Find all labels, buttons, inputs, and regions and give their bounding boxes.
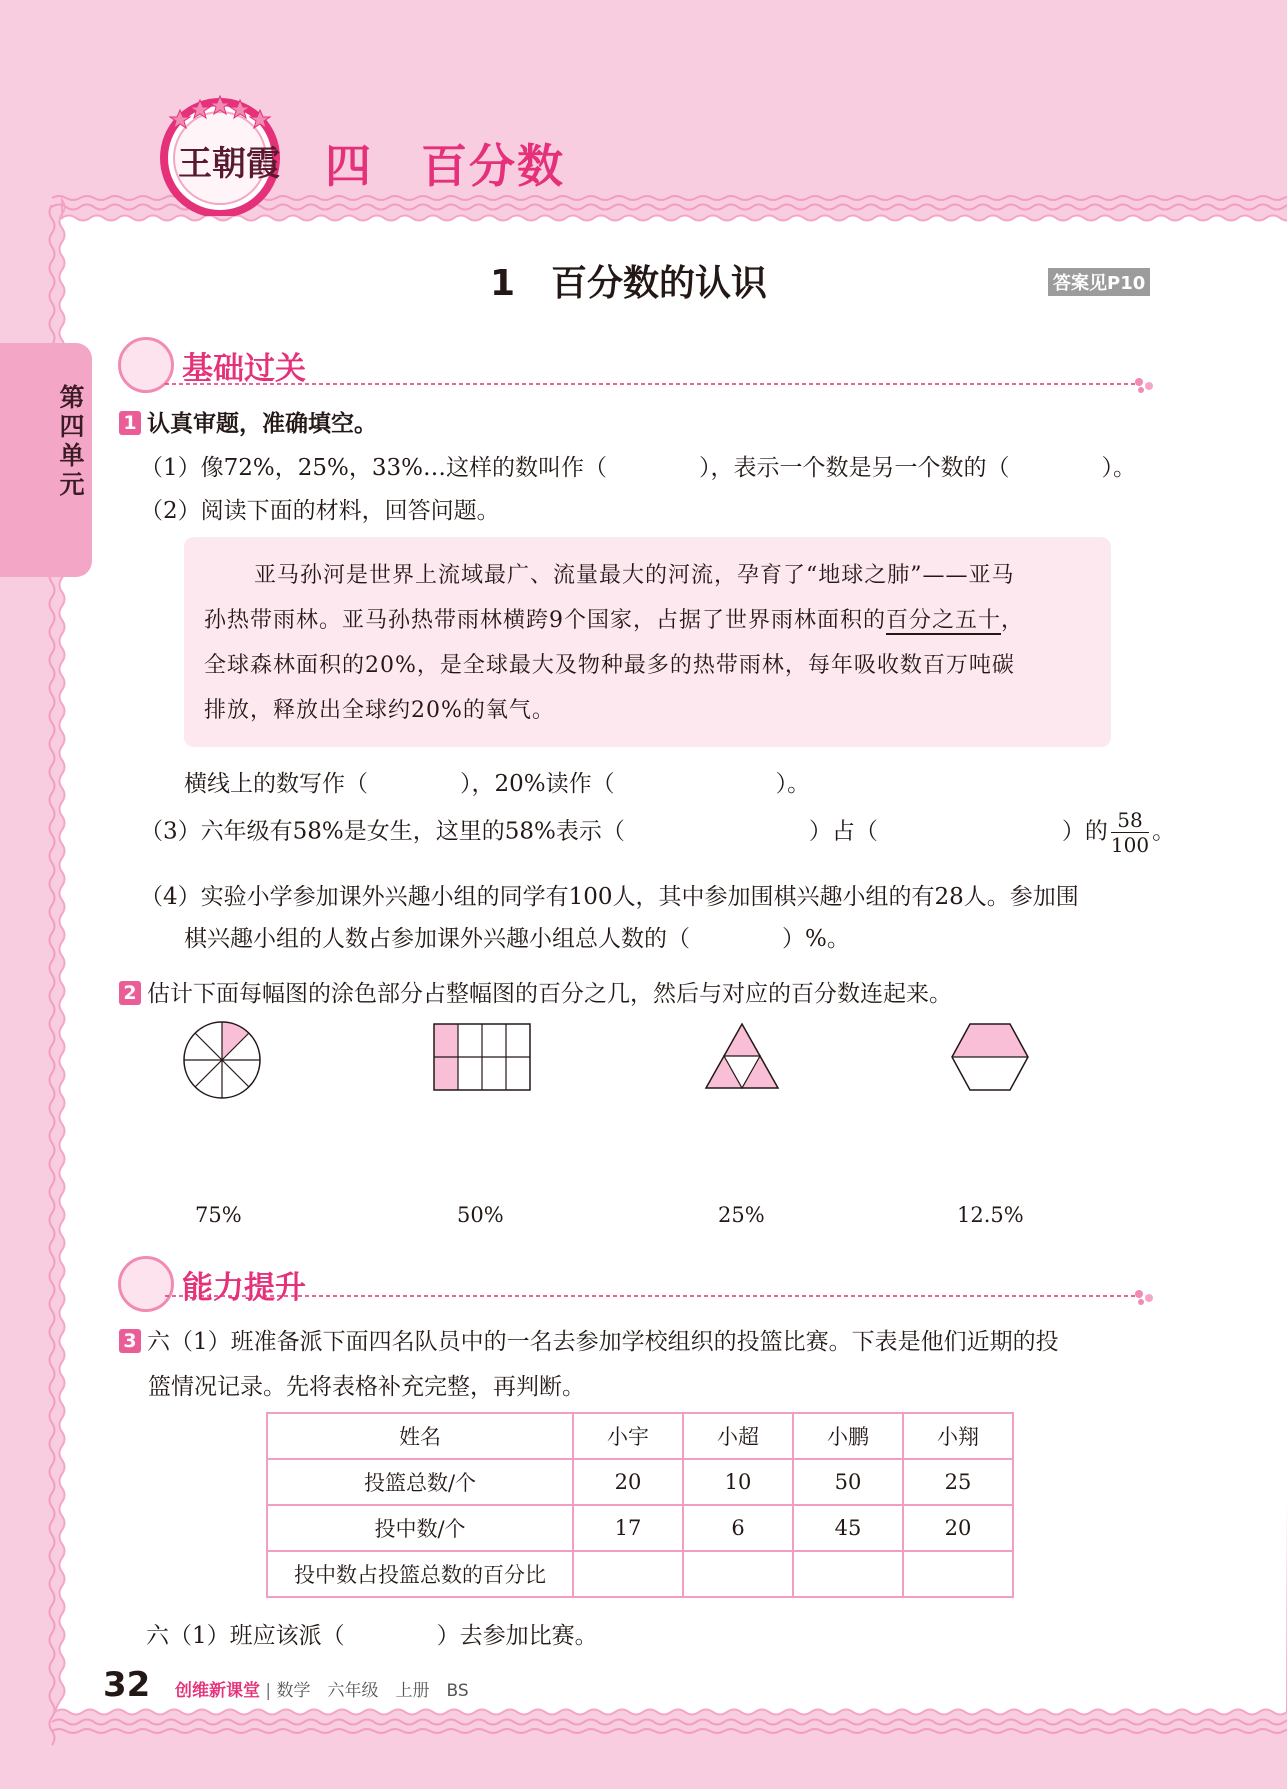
table-cell-blank: [573, 1551, 683, 1597]
figure-triangle: [702, 1020, 782, 1092]
table-header-row: [267, 1413, 1013, 1459]
q1-prompt-text: 认真审题，准确填空。: [147, 411, 377, 437]
table-cell: 10: [683, 1459, 793, 1505]
table-cell: 6: [683, 1505, 793, 1551]
passage-line-2: [204, 603, 1024, 634]
q1-item2: （2）阅读下面的材料，回答问题。: [140, 498, 500, 524]
figure-grid: [432, 1022, 532, 1092]
percent-option-4: 12.5%: [957, 1203, 1024, 1227]
table-cell-blank: [793, 1551, 903, 1597]
q1-item3: [140, 808, 1175, 857]
section-title-advanced: 能力提升: [182, 1270, 306, 1306]
table-row: [267, 1505, 1013, 1551]
q2-prompt: [119, 975, 952, 1008]
table-cell-blank: [683, 1551, 793, 1597]
q3-prompt-line-1: [119, 1323, 1059, 1356]
section-divider: [165, 378, 1155, 398]
table-header-cell: 姓名: [267, 1413, 573, 1459]
q3-number: 3: [119, 1329, 141, 1353]
q2-prompt-text: 估计下面每幅图的涂色部分占整幅图的百分之几，然后与对应的百分数连起来。: [147, 981, 952, 1007]
q1-item3-end: 。: [1152, 818, 1176, 845]
table-cell: 50: [793, 1459, 903, 1505]
fraction-denominator: 100: [1110, 833, 1150, 857]
table-header-cell: 小宇: [573, 1413, 683, 1459]
table-cell: 20: [573, 1459, 683, 1505]
fraction-58-100: [1111, 808, 1149, 857]
table-row: [267, 1551, 1013, 1597]
section-divider-2: [165, 1290, 1155, 1310]
footer-brand: 创维新课堂: [175, 1681, 260, 1701]
table-cell-blank: [903, 1551, 1013, 1597]
q3-prompt-line-2: 篮情况记录。先将表格补充完整，再判断。: [148, 1374, 585, 1400]
table-row: [267, 1459, 1013, 1505]
shooting-record-table: [266, 1412, 1014, 1598]
q1-item1: （1）像72%，25%，33%…这样的数叫作（ ），表示一个数是另一个数的（ ）。: [140, 455, 1136, 481]
answer-reference-badge: 答案见P10: [1048, 268, 1150, 296]
passage-line-2-start: 孙热带雨林。亚马孙热带雨林横跨9个国家，占据了世界雨林面积的: [204, 608, 886, 633]
table-cell: 20: [903, 1505, 1013, 1551]
table-cell: 45: [793, 1505, 903, 1551]
table-header-cell: 小翔: [903, 1413, 1013, 1459]
q2-number: 2: [119, 981, 141, 1005]
figure-circle-eighths: [180, 1018, 264, 1102]
percent-option-1: 75%: [195, 1203, 242, 1227]
table-cell: 25: [903, 1459, 1013, 1505]
footer-course-info: 数学 六年级 上册 BS: [276, 1681, 469, 1701]
passage-line-4: 排放，释放出全球约20%的氧气。: [204, 698, 555, 723]
reading-passage: [184, 537, 1111, 747]
section-title-basic: 基础过关: [182, 351, 306, 387]
fraction-numerator: 58: [1111, 808, 1149, 833]
underlined-number: 百分之五十: [886, 608, 1002, 633]
passage-line-3: 全球森林面积的20%，是全球最大及物种最多的热带雨林，每年吸收数百万吨碳: [204, 653, 1015, 678]
percent-option-2: 50%: [457, 1203, 504, 1227]
table-header-cell: 小鹏: [793, 1413, 903, 1459]
side-tab-label: 第四单元: [59, 383, 85, 499]
table-cell: 17: [573, 1505, 683, 1551]
q1-item4-line1: （4）实验小学参加课外兴趣小组的同学有100人，其中参加围棋兴趣小组的有28人。参加围: [140, 884, 1079, 910]
q3-conclusion: 六（1）班应该派（ ）去参加比赛。: [146, 1623, 598, 1649]
q1-item4-line2: 棋兴趣小组的人数占参加课外兴趣小组总人数的（ ）%。: [184, 926, 850, 952]
unit-title: 四 百分数: [325, 139, 565, 193]
percent-option-3: 25%: [718, 1203, 765, 1227]
q1-item3-text: （3）六年级有58%是女生，这里的58%表示（ ）占（ ）的: [140, 818, 1108, 845]
page-number: 32: [103, 1665, 151, 1705]
lesson-title: 1 百分数的认识: [490, 263, 768, 304]
q1-item2-fill: 横线上的数写作（ ），20%读作（ ）。: [184, 771, 811, 797]
side-tab: [0, 343, 92, 577]
q1-number: 1: [119, 411, 141, 435]
footer-info: 创维新课堂 | 数学 六年级 上册 BS: [175, 1681, 469, 1701]
brand-logo-text: 王朝霞: [178, 144, 280, 184]
figure-hexagon: [948, 1022, 1032, 1094]
table-cell: 投中数占投篮总数的百分比: [267, 1551, 573, 1597]
table-header-cell: 小超: [683, 1413, 793, 1459]
q1-prompt: [119, 405, 377, 438]
table-cell: 投中数/个: [267, 1505, 573, 1551]
passage-line-2-end: ，: [1001, 608, 1025, 633]
passage-line-1: 亚马孙河是世界上流域最广、流量最大的河流，孕育了“地球之肺”——亚马: [254, 563, 1015, 588]
q3-prompt-text: 六（1）班准备派下面四名队员中的一名去参加学校组织的投篮比赛。下表是他们近期的投: [147, 1329, 1059, 1355]
table-cell: 投篮总数/个: [267, 1459, 573, 1505]
